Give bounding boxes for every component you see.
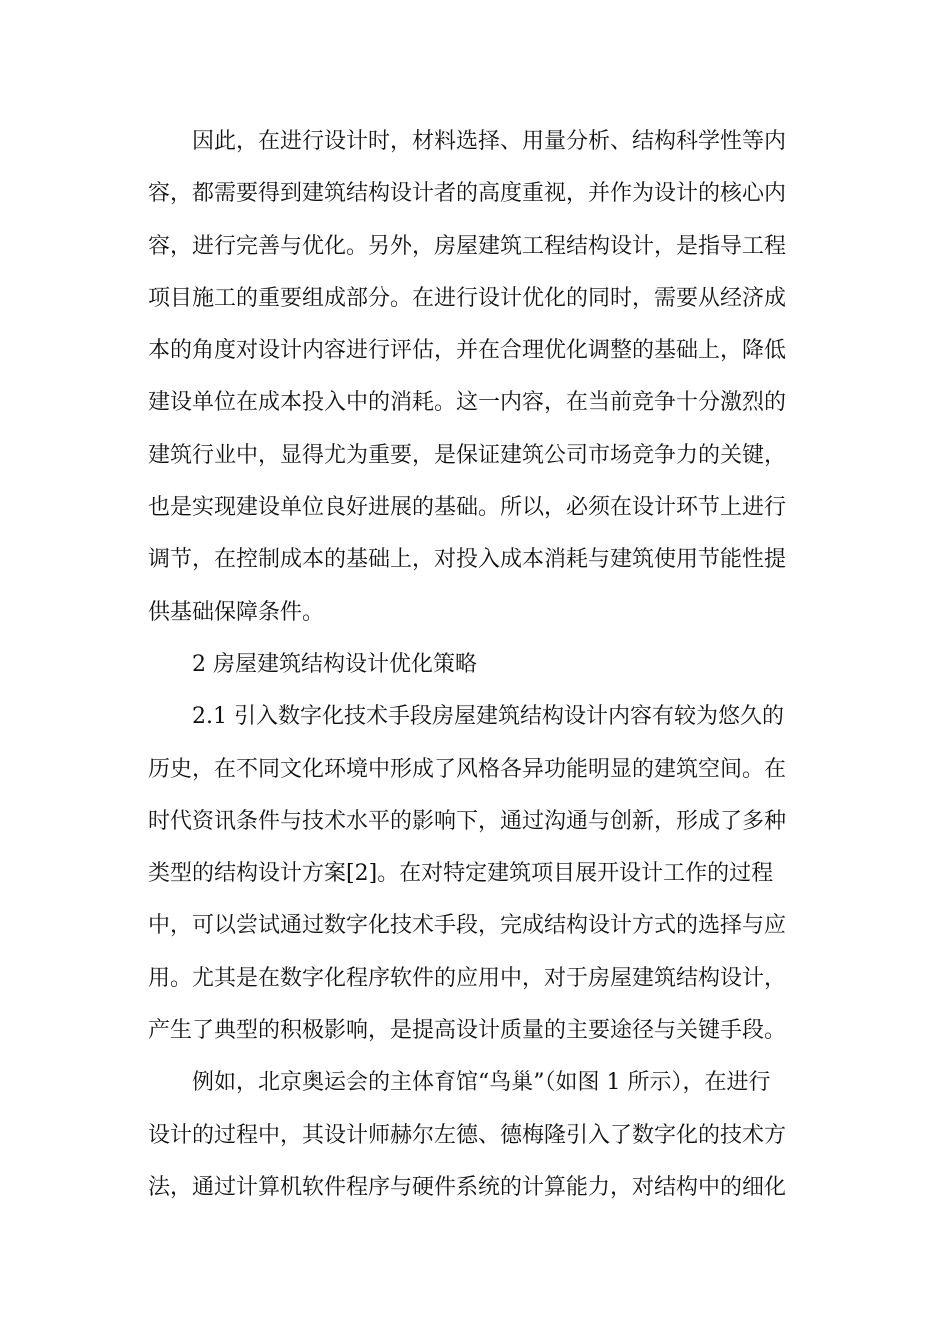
body-text <box>148 116 808 1214</box>
paragraph-2-line-2: 历史，在不同文化环境中形成了风格各异功能明显的建筑空间。在 <box>148 756 787 782</box>
paragraph-3-line-3: 法，通过计算机软件程序与硬件系统的计算能力，对结构中的细化 <box>148 1174 787 1200</box>
paragraph-1-line-10: 供基础保障条件。 <box>148 599 325 625</box>
section-heading: 2 房屋建筑结构设计优化策略 <box>192 651 477 677</box>
paragraph-2-line-1: 2.1 引入数字化技术手段房屋建筑结构设计内容有较为悠久的 <box>192 704 784 730</box>
paragraph-1-line-6: 建设单位在成本投入中的消耗。这一内容，在当前竞争十分激烈的 <box>148 390 787 416</box>
paragraph-3-line-2: 设计的过程中，其设计师赫尔左德、德梅隆引入了数字化的技术方 <box>148 1122 787 1148</box>
paragraph-1-line-4: 项目施工的重要组成部分。在进行设计优化的同时，需要从经济成 <box>148 285 787 311</box>
paragraph-2-line-6: 用。尤其是在数字化程序软件的应用中，对于房屋建筑结构设计， <box>148 965 787 991</box>
paragraph-1-line-1: 因此，在进行设计时，材料选择、用量分析、结构科学性等内 <box>192 129 787 154</box>
paragraph-2-line-4: 类型的结构设计方案[2]。在对特定建筑项目展开设计工作的过程 <box>148 861 774 887</box>
paragraph-1-line-7: 建筑行业中，显得尤为重要，是保证建筑公司市场竞争力的关键， <box>148 442 787 468</box>
paragraph-1-line-3: 容，进行完善与优化。另外，房屋建筑工程结构设计，是指导工程 <box>148 233 787 259</box>
paragraph-2-line-3: 时代资讯条件与技术水平的影响下，通过沟通与创新，形成了多种 <box>148 808 787 834</box>
paragraph-1-line-8: 也是实现建设单位良好进展的基础。所以，必须在设计环节上进行 <box>148 495 787 521</box>
paragraph-3-line-1: 例如，北京奥运会的主体育馆“鸟巢”（如图 1 所示），在进行 <box>192 1070 771 1096</box>
paragraph-2-line-5: 中，可以尝试通过数字化技术手段，完成结构设计方式的选择与应 <box>148 913 787 939</box>
paragraph-1-line-9: 调节，在控制成本的基础上，对投入成本消耗与建筑使用节能性提 <box>148 547 787 573</box>
paragraph-1-line-5: 本的角度对设计内容进行评估，并在合理优化调整的基础上，降低 <box>148 338 787 364</box>
paragraph-2-line-7: 产生了典型的积极影响，是提高设计质量的主要途径与关键手段。 <box>148 1018 787 1044</box>
paragraph-1-line-2: 容，都需要得到建筑结构设计者的高度重视，并作为设计的核心内 <box>148 181 787 207</box>
